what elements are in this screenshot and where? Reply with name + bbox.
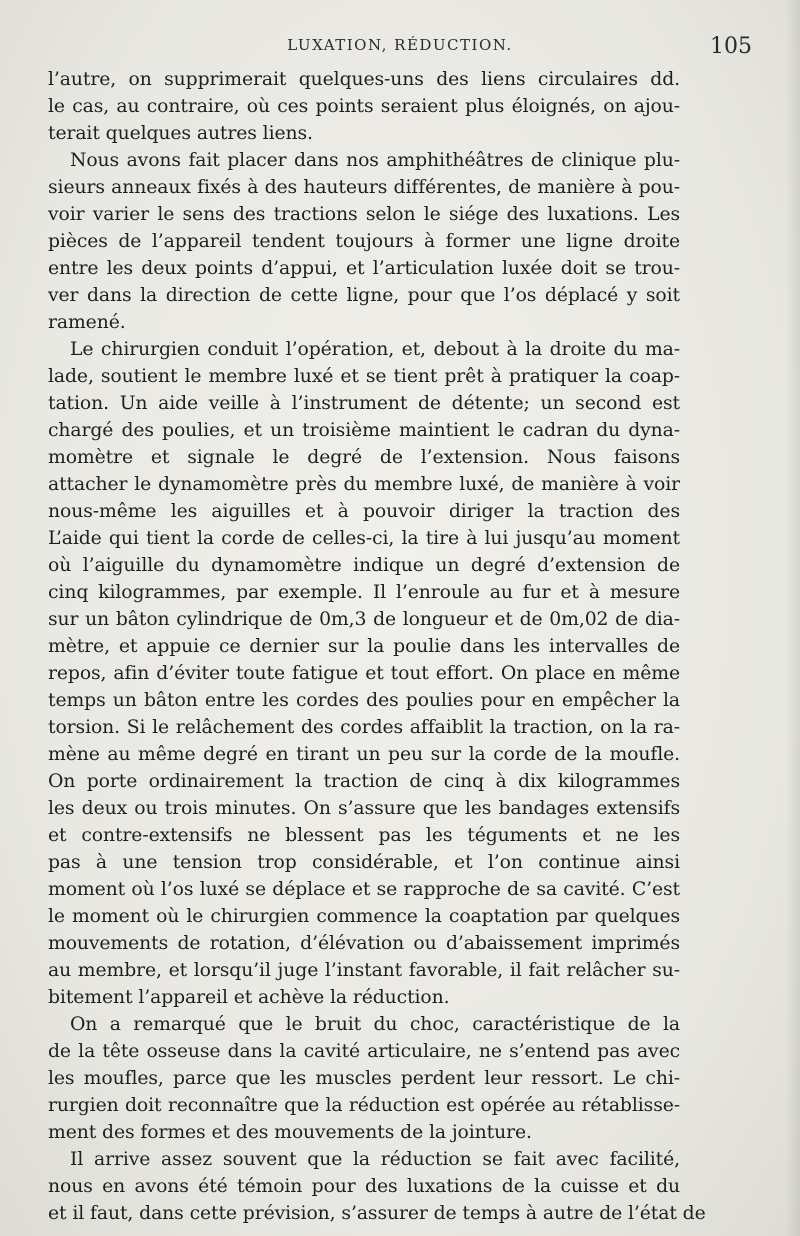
text-line: chargé des poulies, et un troisième maintient le cadran du dyna- xyxy=(48,420,680,441)
text-line: de la tête osseuse dans la cavité articulaire, ne s’entend pas avec xyxy=(48,1041,680,1062)
paragraph xyxy=(48,1146,706,1227)
text-line: les deux ou trois minutes. On s’assure que les bandages extensifs xyxy=(48,798,680,819)
text-line: nous en avons été témoin pour des luxations de la cuisse et du xyxy=(48,1176,680,1197)
text-line: au membre, et lorsqu’il juge l’instant favorable, il fait relâcher su- xyxy=(48,960,680,981)
page-edge-shadow xyxy=(786,0,800,1236)
page-header xyxy=(48,34,752,64)
text-line: temps un bâton entre les cordes des poulies pour en empêcher la xyxy=(48,690,680,711)
text-line: rurgien doit reconnaître que la réduction est opérée au rétablisse- xyxy=(48,1095,680,1116)
text-line: Il arrive assez souvent que la réduction se fait avec facilité, xyxy=(70,1149,680,1170)
text-line: et il faut, dans cette prévision, s’assurer de temps à autre de l’état de xyxy=(48,1203,706,1224)
text-line: On a remarqué que le bruit du choc, caractéristique de la xyxy=(70,1014,680,1035)
text-line: voir varier le sens des tractions selon le siége des luxations. Les xyxy=(48,204,680,225)
text-line: et contre-extensifs ne blessent pas les téguments et ne les xyxy=(48,825,680,846)
paragraph xyxy=(48,147,680,336)
text-line: bitement l’appareil et achève la réduction. xyxy=(48,987,450,1008)
text-line: L’aide qui tient la corde de celles-ci, la tire à lui jusqu’au moment xyxy=(48,528,680,549)
text-line: moment où l’os luxé se déplace et se rapproche de sa cavité. C’est xyxy=(48,879,680,900)
text-line: le moment où le chirurgien commence la coaptation par quelques xyxy=(48,906,680,927)
text-line: mène au même degré en tirant un peu sur la corde de la moufle. xyxy=(48,744,680,765)
text-line: tation. Un aide veille à l’instrument de détente; un second est xyxy=(48,393,680,414)
text-line: lade, soutient le membre luxé et se tient prêt à pratiquer la coap- xyxy=(48,366,680,387)
text-line: repos, afin d’éviter toute fatigue et tout effort. On place en même xyxy=(48,663,680,684)
text-line: On porte ordinairement la traction de cinq à dix kilogrammes xyxy=(48,771,680,792)
text-line: l’autre, on supprimerait quelques-uns des liens circulaires dd. xyxy=(48,69,680,90)
text-line: le cas, au contraire, où ces points seraient plus éloignés, on ajou- xyxy=(48,96,680,117)
text-line: ver dans la direction de cette ligne, pour que l’os déplacé y soit xyxy=(48,285,680,306)
text-line: sur un bâton cylindrique de 0m,3 de longueur et de 0m,02 de dia- xyxy=(48,609,680,630)
text-line: attacher le dynamomètre près du membre luxé, de manière à voir xyxy=(48,474,680,495)
text-line: sieurs anneaux fixés à des hauteurs différentes, de manière à pou- xyxy=(48,177,680,198)
text-line: Nous avons fait placer dans nos amphithéâtres de clinique plu- xyxy=(70,150,680,171)
text-line: entre les deux points d’appui, et l’articulation luxée doit se trou- xyxy=(48,258,680,279)
text-line: où l’aiguille du dynamomètre indique un degré d’extension de xyxy=(48,555,680,576)
paragraph xyxy=(48,336,680,1011)
text-line: terait quelques autres liens. xyxy=(48,123,313,144)
text-line: mètre, et appuie ce dernier sur la poulie dans les intervalles de xyxy=(48,636,680,657)
text-line: pas à une tension trop considérable, et l’on continue ainsi xyxy=(48,852,680,873)
body-text xyxy=(48,66,706,1227)
text-line: ramené. xyxy=(48,312,126,333)
text-line: nous-même les aiguilles et à pouvoir diriger la traction des xyxy=(48,501,680,522)
text-line: momètre et signale le degré de l’extension. Nous faisons xyxy=(48,447,680,468)
text-line: cinq kilogrammes, par exemple. Il l’enroule au fur et à mesure xyxy=(48,582,680,603)
text-line: ment des formes et des mouvements de la jointure. xyxy=(48,1122,532,1143)
paragraph xyxy=(48,66,680,147)
text-line: mouvements de rotation, d’élévation ou d’abaissement imprimés xyxy=(48,933,680,954)
paragraph xyxy=(48,1011,680,1146)
page-number: 105 xyxy=(710,34,752,59)
text-line: Le chirurgien conduit l’opération, et, debout à la droite du ma- xyxy=(70,339,680,360)
text-line: les moufles, parce que les muscles perdent leur ressort. Le chi- xyxy=(48,1068,680,1089)
running-title: LUXATION, RÉDUCTION. xyxy=(287,36,513,54)
text-line: torsion. Si le relâchement des cordes affaiblit la traction, on la ra- xyxy=(48,717,680,738)
text-line: pièces de l’appareil tendent toujours à former une ligne droite xyxy=(48,231,680,252)
